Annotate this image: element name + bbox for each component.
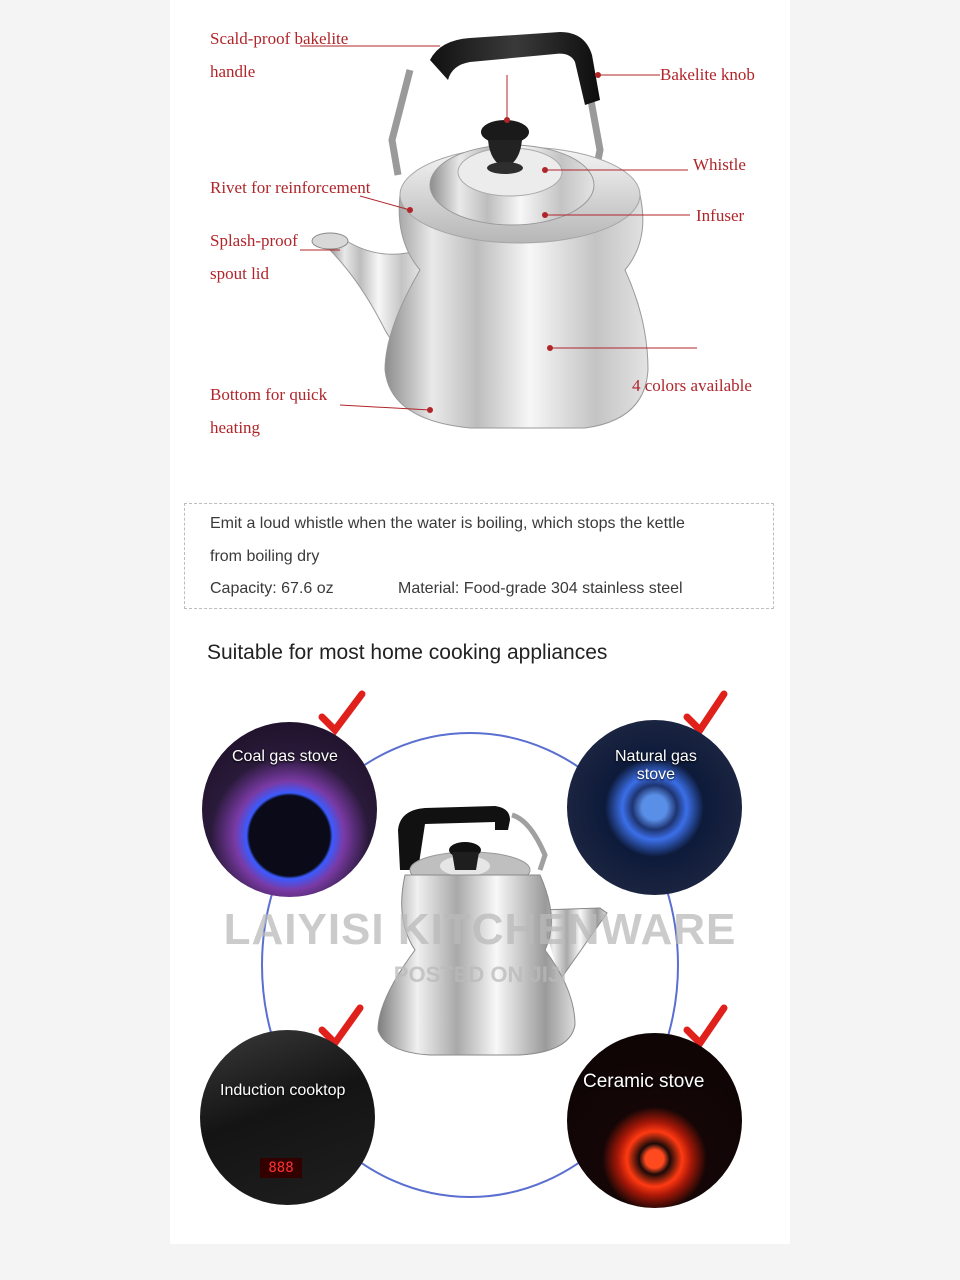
coal-gas-stove-label: Coal gas stove xyxy=(232,748,338,765)
appliances-heading: Suitable for most home cooking appliances xyxy=(207,641,608,664)
kettle-diagram xyxy=(0,0,960,470)
handle-wire xyxy=(392,70,410,175)
callout-knob: Bakelite knob xyxy=(660,65,755,84)
info-line-1: Emit a loud whistle when the water is boiling, which stops the kettle xyxy=(210,515,685,532)
callout-bottom: Bottom for quick heating xyxy=(210,385,328,437)
coal-gas-stove-image xyxy=(202,722,377,897)
info-line-2: from boiling dry xyxy=(210,548,320,565)
watermark-brand: LAIYISI KITCHENWARE xyxy=(223,905,737,954)
callout-rivet: Rivet for reinforcement xyxy=(210,178,371,197)
callout-whistle: Whistle xyxy=(693,155,746,174)
induction-cooktop-label: Induction cooktop xyxy=(220,1082,346,1099)
bakelite-handle xyxy=(430,32,600,105)
induction-cooktop-image xyxy=(200,1030,375,1205)
check-ceramic xyxy=(687,1008,724,1043)
watermark-posted: POSTED ON JIJI xyxy=(393,962,567,987)
callout-infuser: Infuser xyxy=(696,206,745,225)
natural-gas-stove-label: Natural gas stove xyxy=(615,748,697,783)
natural-gas-stove-image xyxy=(567,720,742,895)
check-coal xyxy=(322,694,362,730)
induction-display: 888 xyxy=(260,1158,302,1178)
callout-colors: 4 colors available xyxy=(632,376,752,395)
callout-handle: Scald-proof bakelite handle xyxy=(210,29,349,81)
check-induction xyxy=(322,1008,360,1043)
info-capacity: Capacity: 67.6 oz xyxy=(210,580,334,597)
ceramic-stove-label: Ceramic stove xyxy=(583,1071,705,1092)
check-natural xyxy=(687,694,724,730)
ceramic-stove-image xyxy=(567,1033,742,1208)
info-material: Material: Food-grade 304 stainless steel xyxy=(398,580,683,597)
callout-spout: Splash-proof spout lid xyxy=(210,231,298,283)
